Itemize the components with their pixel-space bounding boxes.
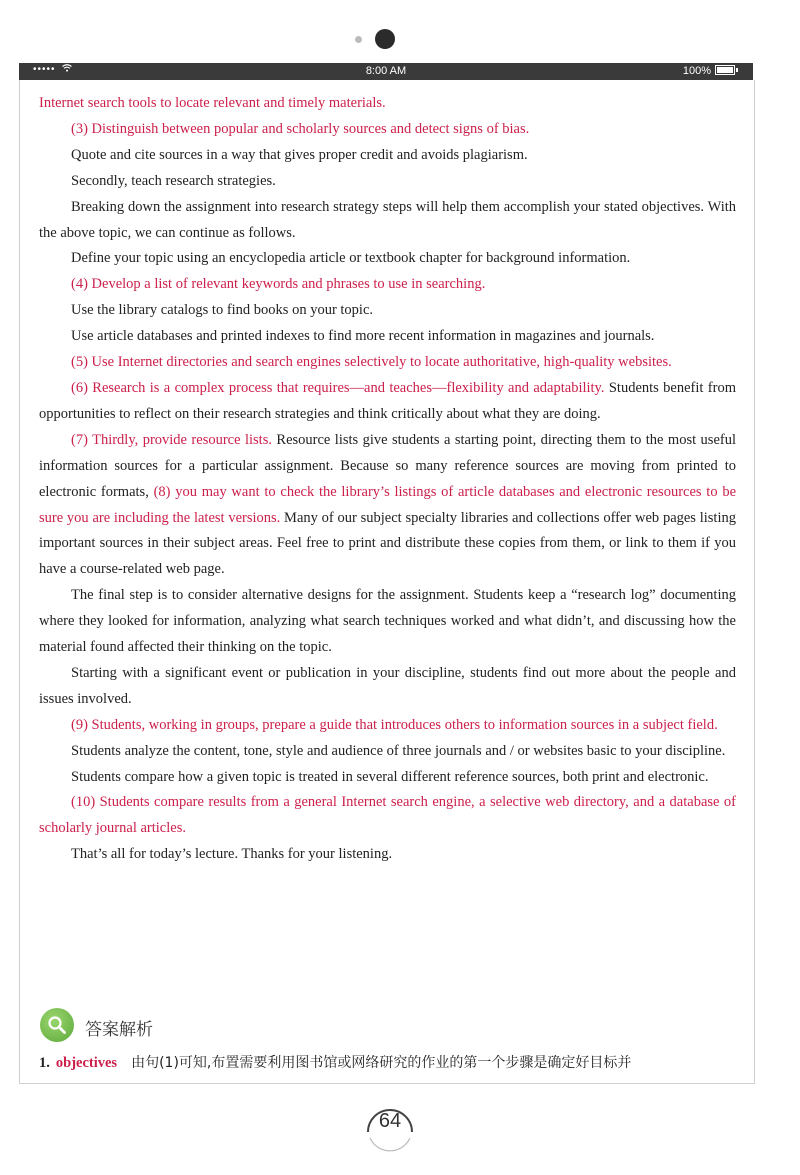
answer-number: 1. xyxy=(39,1055,50,1071)
transcript-paragraph xyxy=(39,143,736,169)
transcript-paragraph xyxy=(39,91,736,117)
transcript-text: Starting with a significant event or publication in your discipline, students find out more about the people and issues involved. xyxy=(39,664,736,707)
transcript-text: Define your topic using an encyclopedia article or textbook chapter for background information. xyxy=(71,250,631,267)
transcript-text: The final step is to consider alternative designs for the assignment. Students keep a “research log” documenting where they looked for information, analyzing what search techniques worked and what didn’t, and discussing how the material found affected their thinking on the topic. xyxy=(39,587,736,656)
status-bar xyxy=(19,63,753,80)
highlighted-answer-text: (7) Thirdly, provide resource lists. xyxy=(71,431,272,448)
transcript-paragraph xyxy=(39,583,736,661)
battery-icon xyxy=(715,65,735,75)
transcript-paragraph xyxy=(39,324,736,350)
page-number-badge xyxy=(362,1098,418,1154)
transcript-text: Resource lists give students a starting point, directing them to the most useful information sources for a particular assignment. Because so many reference sources are moving from printed to electronic formats, xyxy=(39,431,736,500)
lecture-transcript xyxy=(39,91,736,868)
answer-keyword: objectives xyxy=(55,1055,118,1071)
transcript-paragraph xyxy=(39,765,736,791)
highlighted-answer-text: (4) Develop a list of relevant keywords and phrases to use in searching. xyxy=(71,276,486,293)
transcript-text: Use article databases and printed indexes to find more recent information in magazines and journals. xyxy=(71,328,655,345)
status-time: 8:00 AM xyxy=(365,65,407,77)
transcript-paragraph xyxy=(39,661,736,713)
transcript-paragraph xyxy=(39,790,736,842)
transcript-text: Many of our subject specialty libraries and collections offer web pages listing important sources in their subject areas. Feel free to print and distribute these copies from them, or link to them if you have a course-related web page. xyxy=(39,509,736,578)
signal-dots: ••••• xyxy=(33,64,56,75)
transcript-paragraph xyxy=(39,428,736,583)
transcript-paragraph xyxy=(39,195,736,247)
highlighted-answer-text: Internet search tools to locate relevant and timely materials. xyxy=(39,95,386,111)
highlighted-answer-text: (5) Use Internet directories and search engines selectively to locate authoritative, high-quality websites. xyxy=(71,354,672,371)
transcript-paragraph xyxy=(39,246,736,272)
transcript-paragraph xyxy=(39,350,736,376)
transcript-text: Quote and cite sources in a way that gives proper credit and avoids plagiarism. xyxy=(71,146,528,163)
transcript-paragraph xyxy=(39,842,736,868)
transcript-text: Breaking down the assignment into research strategy steps will help them accomplish your stated objectives. With the above topic, we can continue as follows. xyxy=(39,198,736,241)
transcript-text: Use the library catalogs to find books on your topic. xyxy=(71,302,374,319)
transcript-paragraph xyxy=(39,169,736,195)
highlighted-answer-text: (8) you may want to check the library’s listings of article databases and electronic resources to be sure you are including the latest versions. xyxy=(39,483,737,526)
highlighted-answer-text: (3) Distinguish between popular and scholarly sources and detect signs of bias. xyxy=(71,120,530,137)
transcript-paragraph xyxy=(39,376,736,428)
battery-percent: 100% xyxy=(682,65,711,77)
highlighted-answer-text: (6) Research is a complex process that requires—and teaches—flexibility and adaptability. xyxy=(71,379,605,396)
transcript-paragraph xyxy=(39,739,736,765)
answer-item xyxy=(39,1052,739,1072)
transcript-text: Students compare how a given topic is treated in several different reference sources, both print and electronic. xyxy=(71,768,709,785)
transcript-paragraph xyxy=(39,272,736,298)
answer-explanation: 由句(1)可知,布置需要利用图书馆或网络研究的作业的第一个步骤是确定好目标并 xyxy=(131,1055,632,1071)
transcript-paragraph xyxy=(39,713,736,739)
transcript-text: Students benefit from opportunities to reflect on their research strategies and think critically about what they are doing. xyxy=(39,379,736,422)
battery-indicator xyxy=(683,65,735,77)
magnifier-icon xyxy=(40,1008,74,1042)
highlighted-answer-text: (9) Students, working in groups, prepare a guide that introduces others to information sources in a subject field. xyxy=(71,716,718,733)
transcript-text: That’s all for today’s lecture. Thanks for your listening. xyxy=(71,846,393,863)
camera-lens xyxy=(375,29,395,49)
sensor-dot xyxy=(355,36,362,43)
page-number: 64 xyxy=(378,1110,402,1132)
answer-section-title: 答案解析 xyxy=(85,1020,153,1040)
transcript-text: Students analyze the content, tone, style and audience of three journals and / or websites basic to your discipline. xyxy=(71,742,726,759)
transcript-text: Secondly, teach research strategies. xyxy=(71,172,276,189)
transcript-paragraph xyxy=(39,298,736,324)
highlighted-answer-text: (10) Students compare results from a general Internet search engine, a selective web directory, and a database of scholarly journal articles. xyxy=(39,794,736,837)
transcript-paragraph xyxy=(39,117,736,143)
